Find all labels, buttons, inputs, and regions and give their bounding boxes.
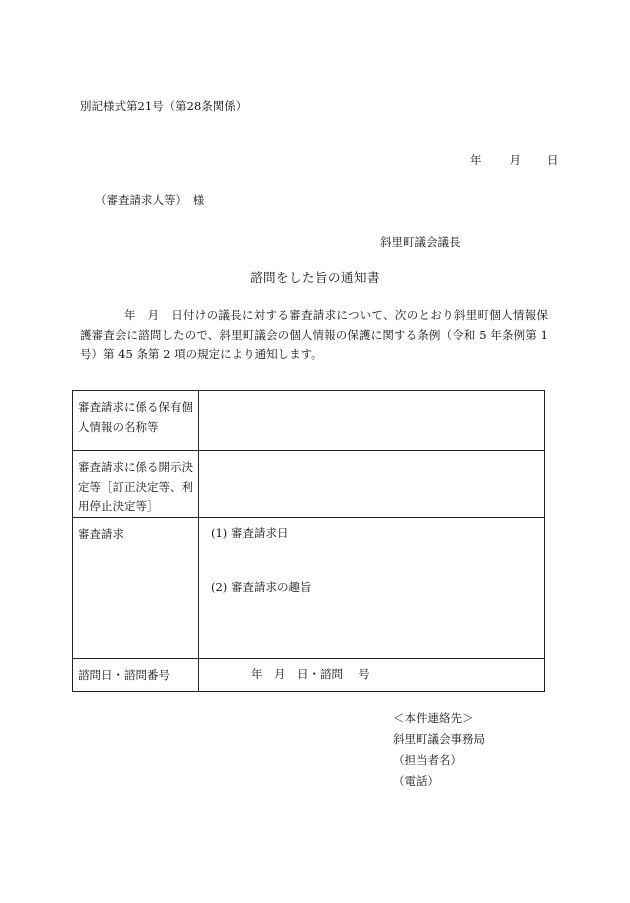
contact-office: 斜里町議会事務局: [393, 732, 485, 746]
date-line: [470, 152, 559, 168]
date-year: 年: [470, 153, 482, 167]
row-label-consultation: 諮問日・諮問番号: [73, 658, 199, 691]
info-table: [72, 390, 545, 692]
request-purpose-item: (2) 審査請求の趣旨: [211, 579, 312, 594]
addressee: （審査請求人等） 様: [95, 193, 205, 207]
date-day: 日: [547, 153, 559, 167]
row-value-personal-info: [199, 391, 545, 451]
sender: 斜里町議会議長: [380, 235, 461, 249]
row-value-consultation: 年 月 日・諮問 号: [199, 658, 545, 691]
row-label-request: 審査請求: [73, 517, 199, 658]
request-date-item: (1) 審査請求日: [211, 525, 289, 540]
body-paragraph: 年 月 日付けの議長に対する審査請求について、次のとおり斜里町個人情報保護審査会に諮問したので、斜里町議会の個人情報の保護に関する条例（令和 5 年条例第 1 号）第 45 条第 2 項の規定により通知します。: [80, 308, 548, 361]
table-row: [73, 658, 545, 691]
date-month: 月: [509, 153, 521, 167]
table-row: [73, 517, 545, 658]
form-number: 別記様式第21号（第28条関係）: [80, 99, 248, 113]
document-title: 諮問をした旨の通知書: [249, 270, 380, 285]
table-row: [73, 451, 545, 518]
row-label-personal-info: 審査請求に係る保有個人情報の名称等: [73, 391, 199, 451]
contact-phone: （電話）: [393, 774, 439, 788]
row-value-request: [199, 517, 545, 658]
row-value-disclosure-decision: [199, 451, 545, 518]
contact-heading: ＜本件連絡先＞: [393, 711, 474, 725]
table-row: [73, 391, 545, 451]
row-label-disclosure-decision: 審査請求に係る開示決定等［訂正決定等、利用停止決定等］: [73, 451, 199, 518]
contact-block: [393, 708, 485, 792]
contact-person: （担当者名）: [393, 753, 462, 767]
